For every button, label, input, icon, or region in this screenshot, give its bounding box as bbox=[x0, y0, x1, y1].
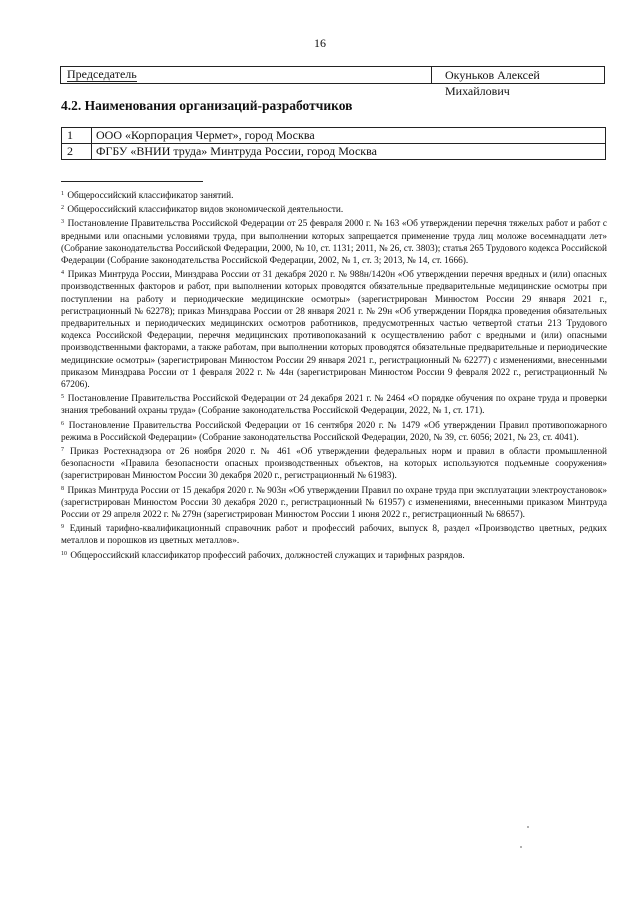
footnote-marker: 7 bbox=[61, 447, 64, 454]
footnote-text: Общероссийский классификатор видов экономической деятельности. bbox=[67, 205, 344, 216]
footnote bbox=[61, 188, 607, 202]
page-number: 16 bbox=[314, 36, 326, 50]
footnote-marker: 2 bbox=[61, 205, 64, 212]
footnote-text: Общероссийский классификатор профессий рабочих, должностей служащих и тарифных разрядов. bbox=[70, 550, 465, 561]
footnote-marker: 6 bbox=[61, 420, 64, 427]
footnote-marker: 3 bbox=[61, 219, 64, 226]
footnote bbox=[61, 267, 607, 391]
chairman-name: Окуньков Алексей Михайлович bbox=[445, 68, 540, 98]
org-name: ООО «Корпорация Чермет», город Москва bbox=[92, 128, 606, 144]
footnote-marker: 4 bbox=[61, 270, 64, 277]
footnote-text: Приказ Минтруда России от 15 декабря 2020 г. № 903н «Об утверждении Правил по охране труда при эксплуатации электроустановок» (зарегистрирован Минюстом России 30 декабря 2020 г., регистрационный № 61957) с изменениями, внесенными приказом Минтруда России от 29 апреля 2022 г. № 279н (зарегистрирован Минюстом России 1 июня 2022 г., регистрационный № 68657). bbox=[61, 485, 607, 521]
org-number: 1 bbox=[62, 128, 92, 144]
organizations-table bbox=[61, 127, 606, 160]
section-title: 4.2. Наименования организаций-разработчиков bbox=[61, 98, 353, 113]
footnote-text: Единый тарифно-квалификационный справочник работ и профессий рабочих, выпуск 8, раздел «Производство цветных, редких металлов и порошков из цветных металлов». bbox=[61, 524, 607, 547]
footnote bbox=[61, 548, 607, 562]
footnote bbox=[61, 391, 607, 417]
footnote bbox=[61, 483, 607, 522]
scan-speck bbox=[520, 846, 522, 848]
footnote bbox=[61, 216, 607, 267]
org-name: ФГБУ «ВНИИ труда» Минтруда России, город Москва bbox=[92, 144, 606, 160]
footnote bbox=[61, 521, 607, 547]
footnote-text: Постановление Правительства Российской Федерации от 16 сентября 2020 г. № 1479 «Об утверждении Правил противопожарного режима в Российской Федерации» (Собрание законодательства Российской Федерации, 2020, № 39, ст. 6056; 2021, № 23, ст. 4041). bbox=[61, 420, 607, 443]
chairman-label: Председатель bbox=[67, 67, 137, 81]
footnotes bbox=[61, 188, 607, 562]
table-divider bbox=[431, 66, 432, 84]
footnote bbox=[61, 444, 607, 483]
footnote-text: Постановление Правительства Российской Федерации от 24 декабря 2021 г. № 2464 «О порядке обучения по охране труда и проверки знания требований охраны труда» (Собрание законодательства Российской Федерации, 2022, № 1, ст. 171). bbox=[61, 394, 607, 417]
footnote bbox=[61, 418, 607, 444]
table-row bbox=[62, 128, 606, 144]
footnote-text: Общероссийский классификатор занятий. bbox=[67, 191, 234, 201]
footnote-text: Постановление Правительства Российской Федерации от 25 февраля 2000 г. № 163 «Об утверждении перечня тяжелых работ и работ с вредными или опасными условиями труда, при выполнении которых запрещается применение труда лиц моложе восемнадцати лет» (Собрание законодательства Российской Федерации, 2000, № 10, ст. 1131; 2011, № 26, ст. 3803); статья 265 Трудового кодекса Российской Федерации (Собрание законодательства Российской Федерации, 2002, № 1, ст. 3; 2013, № 14, ст. 1666). bbox=[61, 219, 607, 267]
footnote-marker: 5 bbox=[61, 394, 64, 401]
org-number: 2 bbox=[62, 144, 92, 160]
footnote-marker: 9 bbox=[61, 524, 64, 531]
footnote-marker: 8 bbox=[61, 485, 64, 492]
table-row bbox=[62, 144, 606, 160]
footnote bbox=[61, 202, 607, 216]
footnote-marker: 1 bbox=[61, 191, 64, 197]
footnote-separator bbox=[61, 181, 203, 182]
chairman-table bbox=[60, 66, 605, 98]
footnote-text: Приказ Ростехнадзора от 26 ноября 2020 г. № 461 «Об утверждении федеральных норм и правил в области промышленной безопасности «Правила безопасности опасных производственных объектов, на которых используются подъемные сооружения» (зарегистрирован Минюстом России 30 декабря 2020 г., регистрационный № 61983). bbox=[61, 447, 607, 482]
scan-speck bbox=[527, 826, 529, 828]
footnote-marker: 10 bbox=[61, 550, 67, 557]
footnote-text: Приказ Минтруда России, Минздрава России от 31 декабря 2020 г. № 988н/1420н «Об утверждении перечня вредных и (или) опасных производственных факторов и работ, при выполнении которых проводятся обязательные предварительные медицинские осмотры при поступлении на работу и периодические медицинские осмотры» (зарегистрирован Минюстом России 29 января 2021 г., регистрационный № 62278); приказ Минздрава России от 28 января 2021 г. № 29н «Об утверждении Порядка проведения обязательных предварительных и периодических медицинских осмотров работников, предусмотренных частью четвертой статьи 213 Трудового кодекса Российской Федерации, перечня медицинских противопоказаний к осуществлению работ с вредными и (или) опасными производственными факторами, а также работам, при выполнении которых проводятся обязательные предварительные и периодические медицинские осмотры» (зарегистрирован Минюстом России 29 января 2021 г., регистрационный № 62277) с изменениями, внесенными приказом Минздрава России от 1 февраля 2022 г. № 44н (зарегистрирован Минюстом России 9 февраля 2022 г., регистрационный № 67206). bbox=[61, 270, 607, 391]
